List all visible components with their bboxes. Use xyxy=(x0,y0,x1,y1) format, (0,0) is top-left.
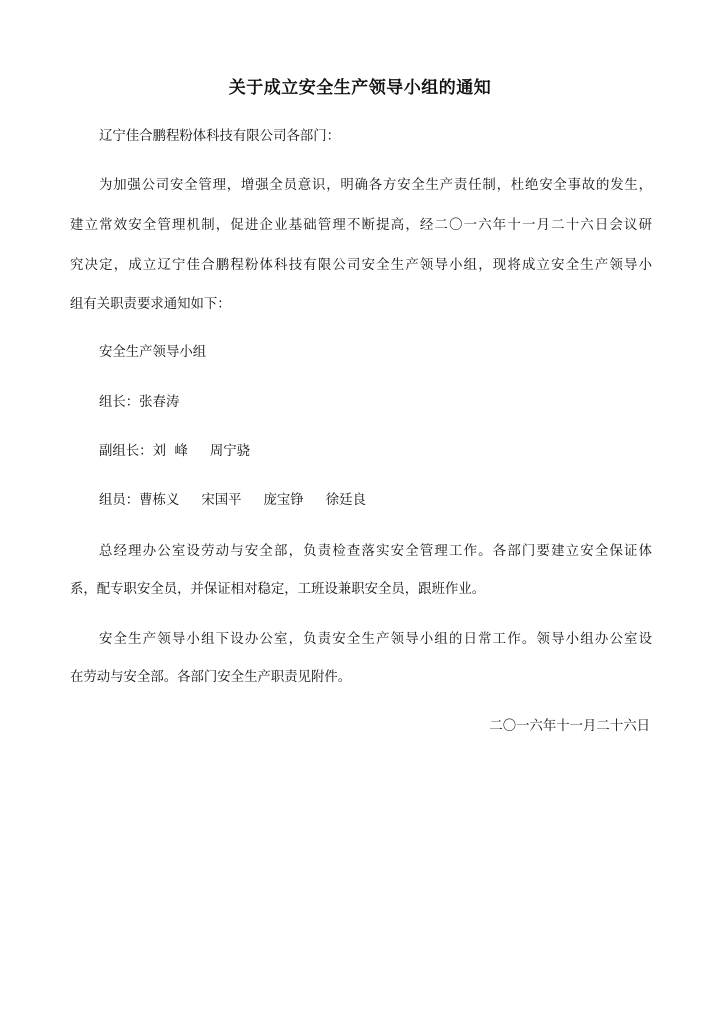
deputy-row xyxy=(99,442,250,462)
para2-line-2: 系，配专职安全员，并保证相对稳定，工班设兼职安全员，跟班作业。 xyxy=(70,582,486,597)
para3-line-2: 在劳动与安全部。各部门安全生产职责见附件。 xyxy=(70,670,352,685)
member-name-3: 庞宝铮 xyxy=(263,493,304,508)
member-name-4: 徐廷良 xyxy=(325,493,366,508)
group-heading: 安全生产领导小组 xyxy=(99,345,207,360)
leader-row xyxy=(99,393,179,413)
leader-name: 张春涛 xyxy=(139,395,180,410)
member-name-1: 曹栋义 xyxy=(139,493,180,508)
document-title: 关于成立安全生产领导小组的通知 xyxy=(228,78,492,98)
members-row xyxy=(99,491,366,511)
document-date: 二〇一六年十一月二十六日 xyxy=(489,719,650,734)
deputy-label: 副组长： xyxy=(99,444,153,459)
salutation: 辽宁佳合鹏程粉体科技有限公司各部门： xyxy=(99,129,341,144)
members-label: 组员： xyxy=(99,493,140,508)
para2-line-1: 总经理办公室设劳动与安全部，负责检查落实安全管理工作。各部门要建立安全保证体 xyxy=(99,544,652,559)
intro-line-1: 为加强公司安全管理，增强全员意识，明确各方安全生产责任制，杜绝安全事故的发生， xyxy=(99,178,652,193)
intro-line-3: 究决定，成立辽宁佳合鹏程粉体科技有限公司安全生产领导小组，现将成立安全生产领导小 xyxy=(70,258,652,273)
intro-line-2: 建立常效安全管理机制，促进企业基础管理不断提高，经二〇一六年十一月二十六日会议研 xyxy=(70,218,652,233)
leader-label: 组长： xyxy=(99,395,140,410)
para3-line-1: 安全生产领导小组下设办公室，负责安全生产领导小组的日常工作。领导小组办公室设 xyxy=(99,632,652,647)
deputy-name-1: 刘 峰 xyxy=(152,444,188,459)
member-name-2: 宋国平 xyxy=(201,493,242,508)
intro-line-4: 组有关职责要求通知如下： xyxy=(70,297,231,312)
deputy-name-2: 周宁骁 xyxy=(209,444,251,459)
